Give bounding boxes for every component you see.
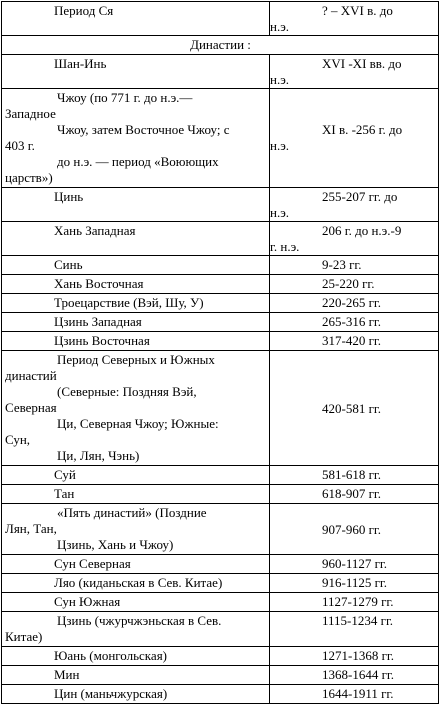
table-row	[2, 275, 439, 294]
table-row	[2, 593, 439, 612]
date-line: ? – XVI в. до	[322, 3, 393, 18]
period-date: 317-420 гг.	[270, 332, 439, 351]
period-name: Сун Южная	[2, 593, 270, 612]
date-line: 255-207 гг. до	[322, 189, 398, 204]
period-date	[270, 2, 439, 36]
name-line: Западное	[5, 106, 56, 121]
name-line: династий	[5, 368, 57, 383]
period-date: 265-316 гг.	[270, 313, 439, 332]
table-row	[2, 466, 439, 485]
period-name: Сун Северная	[2, 555, 270, 574]
table-row	[2, 222, 439, 256]
period-name: Тан	[2, 485, 270, 504]
table-row	[2, 485, 439, 504]
name-line: Цзинь (чжурчжэньская в Сев.	[57, 613, 222, 628]
name-line: Чжоу (по 771 г. до н.э.—	[57, 90, 193, 105]
period-name: Хань Западная	[2, 222, 270, 256]
period-name	[2, 612, 270, 647]
table-row	[2, 647, 439, 666]
period-date: 1127-1279 гг.	[270, 593, 439, 612]
table-row	[2, 294, 439, 313]
period-date	[270, 89, 439, 188]
name-line: «Пять династий» (Поздние	[57, 505, 207, 520]
date-line: г. н.э.	[270, 239, 300, 254]
name-line: Китае)	[5, 629, 43, 644]
date-line: XI в. -256 г. до	[322, 122, 403, 137]
table-row	[2, 36, 439, 55]
period-date	[270, 188, 439, 222]
period-name: Ляо (киданьская в Сев. Китае)	[2, 574, 270, 593]
date-line: н.э.	[270, 72, 290, 87]
table-row	[2, 612, 439, 647]
period-date: 1644-1911 гг.	[270, 685, 439, 704]
table-row	[2, 504, 439, 555]
period-name: Синь	[2, 256, 270, 275]
period-date: 220-265 гг.	[270, 294, 439, 313]
period-date	[270, 55, 439, 89]
table-row	[2, 89, 439, 188]
name-line: царств»)	[5, 170, 53, 185]
period-date: 1115-1234 гг.	[270, 612, 439, 647]
date-line: н.э.	[270, 138, 290, 153]
period-name: Суй	[2, 466, 270, 485]
table-row	[2, 685, 439, 704]
name-line: 403 г.	[5, 138, 35, 153]
period-date	[270, 222, 439, 256]
period-date: 618-907 гг.	[270, 485, 439, 504]
name-line: Северная	[5, 400, 57, 415]
period-date: 916-1125 гг.	[270, 574, 439, 593]
period-name: Цинь	[2, 188, 270, 222]
period-date: 25-220 гг.	[270, 275, 439, 294]
table-row	[2, 55, 439, 89]
table-row	[2, 313, 439, 332]
dynasty-table	[1, 1, 439, 704]
period-name	[2, 351, 270, 466]
period-name: Троецарствие (Вэй, Шу, У)	[2, 294, 270, 313]
name-line: Ци, Северная Чжоу; Южные:	[57, 416, 219, 431]
period-name: Цзинь Восточная	[2, 332, 270, 351]
period-date: 581-618 гг.	[270, 466, 439, 485]
name-line: Сун,	[5, 432, 31, 447]
table-row	[2, 2, 439, 36]
period-name: Хань Восточная	[2, 275, 270, 294]
period-date: 9-23 гг.	[270, 256, 439, 275]
table-row	[2, 351, 439, 466]
name-line: до н.э. — период «Воюющих	[57, 154, 219, 169]
section-header: Династии :	[2, 36, 439, 55]
period-name: Цзинь Западная	[2, 313, 270, 332]
table-row	[2, 332, 439, 351]
period-date: 1368-1644 гг.	[270, 666, 439, 685]
date-line: XVI -XI вв. до	[322, 56, 402, 71]
table-row	[2, 666, 439, 685]
period-date: 420-581 гг.	[270, 351, 439, 466]
period-date: 1271-1368 гг.	[270, 647, 439, 666]
table-row	[2, 574, 439, 593]
date-line: н.э.	[270, 19, 290, 34]
period-name: Мин	[2, 666, 270, 685]
name-line: Лян, Тан,	[5, 521, 57, 536]
date-line: н.э.	[270, 205, 290, 220]
name-line: Цзинь, Хань и Чжоу)	[57, 537, 174, 552]
table-row	[2, 188, 439, 222]
period-name: Юань (монгольская)	[2, 647, 270, 666]
period-name	[2, 89, 270, 188]
table-row	[2, 256, 439, 275]
date-line: 206 г. до н.э.-9	[322, 223, 402, 238]
period-name: Период Ся	[2, 2, 270, 36]
name-line: Ци, Лян, Чэнь)	[57, 448, 140, 463]
name-line: (Северные: Поздняя Вэй,	[57, 384, 197, 399]
period-name: Цин (маньчжурская)	[2, 685, 270, 704]
name-line: Период Северных и Южных	[57, 352, 215, 367]
table-row	[2, 555, 439, 574]
period-name: Шан-Инь	[2, 55, 270, 89]
name-line: Чжоу, затем Восточное Чжоу; с	[57, 122, 230, 137]
period-date: 907-960 гг.	[270, 504, 439, 555]
period-date: 960-1127 гг.	[270, 555, 439, 574]
period-name	[2, 504, 270, 555]
